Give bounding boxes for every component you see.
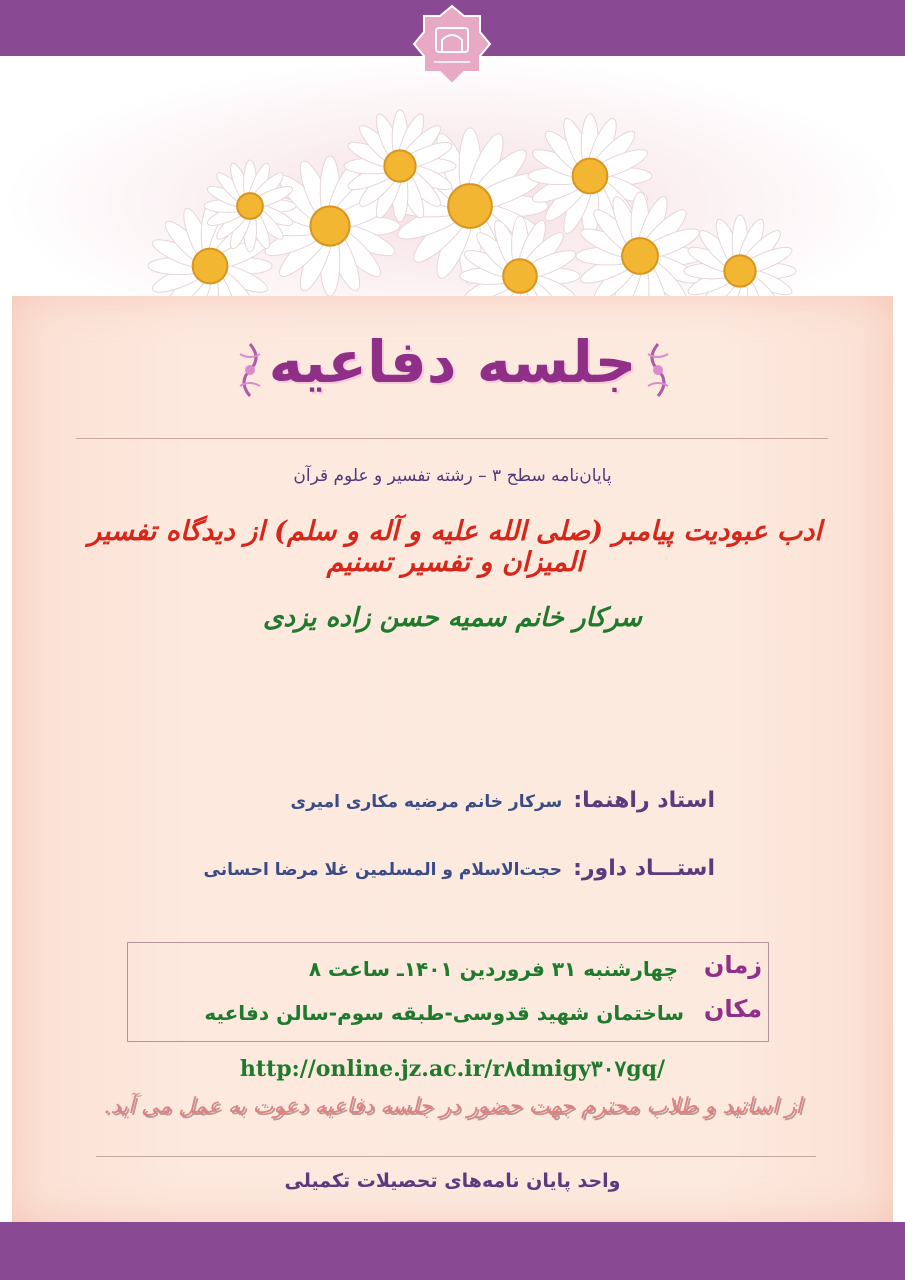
- institution-logo-icon: [412, 4, 492, 92]
- footer-unit: واحد پایان نامه‌های تحصیلات تکمیلی: [284, 1170, 621, 1192]
- examiner-name: حجت‌الاسلام و المسلمین غلا مرضا احسانی: [203, 860, 562, 880]
- page-title: جلسه دفاعیه: [268, 328, 637, 396]
- invitation-text: از اساتید و طلاب محترم جهت حضور در جلسه دفاعیه دعوت به عمل می آید.: [103, 1094, 802, 1119]
- examiner-row: [204, 856, 716, 881]
- time-label: زمان: [703, 951, 763, 979]
- place-value: ساختمان شهید قدوسی-طبقه سوم-سالن دفاعیه: [204, 1001, 684, 1025]
- thesis-subtitle: پایان‌نامه سطح ۳ – رشته تفسیر و علوم قرآن: [293, 466, 612, 486]
- supervisor-label: استاد راهنما:: [573, 788, 715, 813]
- content-panel: [12, 296, 893, 1222]
- place-label: مکان: [703, 995, 763, 1023]
- online-link[interactable]: http://online.jz.ac.ir/r۸dmigy۳۰۷gq/: [239, 1056, 666, 1082]
- daisy-flowers-decoration: [0, 56, 905, 300]
- supervisor-row: [291, 788, 715, 813]
- footer-divider: [96, 1156, 816, 1157]
- supervisor-name: سرکار خانم مرضیه مکاری امیری: [290, 792, 563, 812]
- title-divider: [76, 438, 828, 439]
- examiner-label: استـــاد داور:: [573, 856, 715, 881]
- daisy-flower: [684, 215, 796, 300]
- candidate-name: سرکار خانم سمیه حسن زاده یزدی: [263, 603, 642, 633]
- thesis-title: ادب عبودیت پیامبر (صلی الله علیه و آله و سلم) از دیدگاه تفسیر المیزان و تفسیر تسنیم: [88, 516, 822, 578]
- time-value: چهارشنبه ۳۱ فروردین ۱۴۰۱ـ ساعت ۸: [308, 957, 678, 981]
- daisy-flower: [344, 110, 456, 222]
- flower-header: [0, 56, 905, 300]
- time-place-box: [127, 942, 769, 1042]
- daisy-flower: [204, 160, 296, 252]
- bottom-color-band: [0, 1222, 905, 1280]
